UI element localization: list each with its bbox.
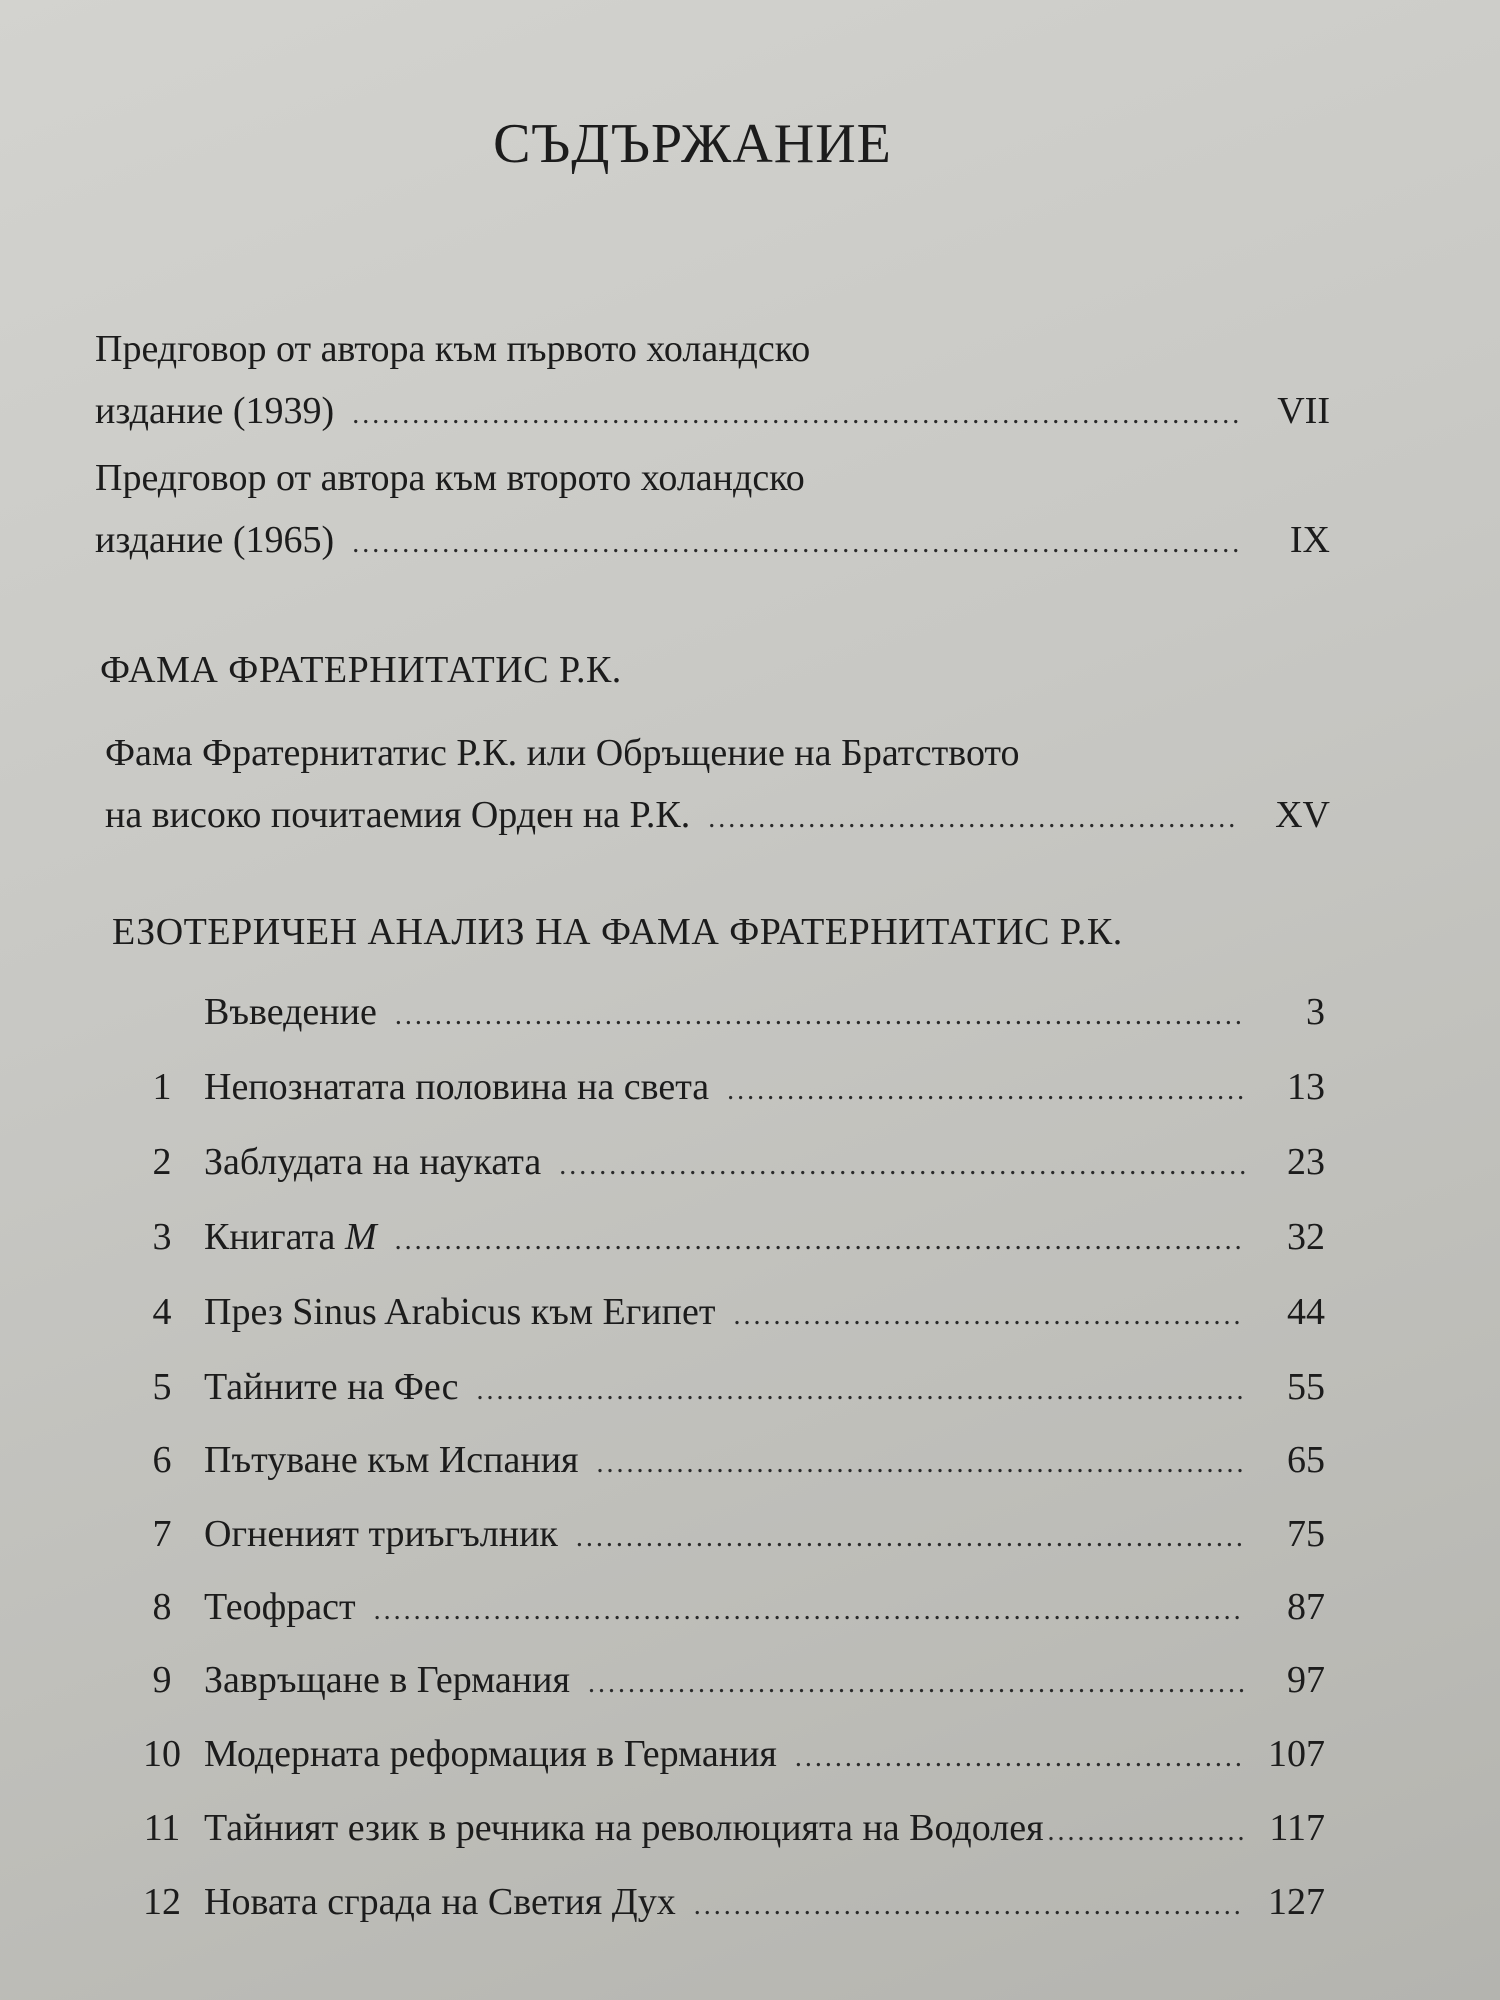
toc-entry-preface-2 <box>95 447 1330 575</box>
dot-leader <box>374 1595 1245 1627</box>
page-number: 55 <box>1287 1366 1325 1408</box>
page-number: 97 <box>1287 1659 1325 1701</box>
dot-leader <box>694 1890 1245 1922</box>
dot-leader <box>588 1668 1245 1700</box>
dot-leader <box>477 1375 1245 1407</box>
chapter-number: 2 <box>152 1141 172 1183</box>
toc-entry-intro <box>120 990 1325 1034</box>
page-number: XV <box>1275 794 1330 836</box>
entry-title-line1: Фама Фратернитатис Р.К. или Обръщение на Братството <box>105 732 1020 774</box>
dot-leader <box>597 1448 1245 1480</box>
toc-entry-chapter <box>120 1806 1325 1850</box>
chapter-title: Огненият триъгълник <box>204 1513 558 1555</box>
toc-entry-chapter <box>120 1880 1325 1924</box>
dot-leader <box>1048 1816 1245 1848</box>
entry-title-line2: издание (1939) <box>95 390 335 432</box>
dot-leader <box>352 513 1240 575</box>
chapter-number: 5 <box>152 1366 172 1408</box>
chapter-number: 4 <box>152 1291 172 1333</box>
chapter-title <box>204 1215 377 1259</box>
entry-title-line2: издание (1965) <box>95 519 335 561</box>
chapter-title: Тайният език в речника на революцията на Водолея <box>204 1807 1044 1849</box>
toc-entry-chapter <box>120 1365 1325 1409</box>
chapter-title: Тайните на Фес <box>204 1366 459 1408</box>
chapter-number: 1 <box>152 1066 172 1108</box>
page-number: 13 <box>1287 1066 1325 1108</box>
chapter-title: Завръщане в Германия <box>204 1659 570 1701</box>
chapter-title-text: Книгата <box>204 1216 345 1258</box>
dot-leader <box>559 1150 1245 1182</box>
section-heading-analysis: ЕЗОТЕРИЧЕН АНАЛИЗ НА ФАМА ФРАТЕРНИТАТИС Р.К. <box>112 911 1123 953</box>
page-number: 127 <box>1268 1881 1325 1923</box>
page-number: 87 <box>1287 1586 1325 1628</box>
dot-leader <box>352 384 1240 446</box>
page-number: 65 <box>1287 1439 1325 1481</box>
dot-leader <box>733 1300 1245 1332</box>
chapter-title: Заблудата на науката <box>204 1141 542 1183</box>
chapter-number: 10 <box>143 1733 181 1775</box>
chapter-title: През Sinus Arabicus към Египет <box>204 1291 716 1333</box>
page-number: VII <box>1277 390 1330 432</box>
page-number: 75 <box>1287 1513 1325 1555</box>
toc-entry-fama <box>105 722 1330 850</box>
chapter-title: Непознатата половина на света <box>204 1066 710 1108</box>
toc-entry-chapter <box>120 1512 1325 1556</box>
chapter-number: 8 <box>152 1586 172 1628</box>
toc-entry-chapter <box>120 1140 1325 1184</box>
chapter-title: Модерната реформация в Германия <box>204 1733 777 1775</box>
dot-leader <box>395 1000 1245 1032</box>
entry-title-line1: Предговор от автора към първото холандско <box>95 328 811 370</box>
chapter-number: 3 <box>152 1216 172 1258</box>
chapter-number: 12 <box>143 1881 181 1923</box>
page-number: IX <box>1289 519 1330 561</box>
page-title: СЪДЪРЖАНИЕ <box>493 113 892 175</box>
dot-leader <box>795 1742 1245 1774</box>
page-number: 107 <box>1268 1733 1325 1775</box>
page-number: 3 <box>1306 991 1325 1033</box>
page-number: 44 <box>1287 1291 1325 1333</box>
entry-title-line1: Предговор от автора към второто холандско <box>95 457 805 499</box>
toc-entry-chapter <box>120 1065 1325 1109</box>
chapter-title: Пътуване към Испания <box>204 1439 579 1481</box>
chapter-number: 6 <box>152 1439 172 1481</box>
chapter-title: Въведение <box>204 991 377 1033</box>
page-number: 32 <box>1287 1216 1325 1258</box>
chapter-number: 7 <box>152 1513 172 1555</box>
dot-leader <box>727 1075 1245 1107</box>
entry-title-line2: на високо почитаемия Орден на Р.К. <box>105 794 691 836</box>
chapter-title-italic: М <box>344 1216 377 1258</box>
section-heading-fama: ФАМА ФРАТЕРНИТАТИС Р.К. <box>100 649 622 691</box>
toc-entry-chapter <box>120 1658 1325 1702</box>
toc-entry-chapter <box>120 1732 1325 1776</box>
toc-entry-chapter <box>120 1585 1325 1629</box>
chapter-number: 11 <box>143 1807 181 1849</box>
dot-leader <box>395 1225 1245 1257</box>
toc-entry-chapter <box>120 1215 1325 1259</box>
chapter-title: Новата сграда на Светия Дух <box>204 1881 676 1923</box>
chapter-title: Теофраст <box>204 1586 356 1628</box>
page-number: 117 <box>1269 1807 1325 1849</box>
toc-entry-preface-1 <box>95 318 1330 446</box>
toc-entry-chapter <box>120 1290 1325 1334</box>
chapter-number: 9 <box>152 1659 172 1701</box>
page-number: 23 <box>1287 1141 1325 1183</box>
dot-leader <box>708 788 1240 850</box>
dot-leader <box>576 1522 1245 1554</box>
toc-entry-chapter <box>120 1438 1325 1482</box>
